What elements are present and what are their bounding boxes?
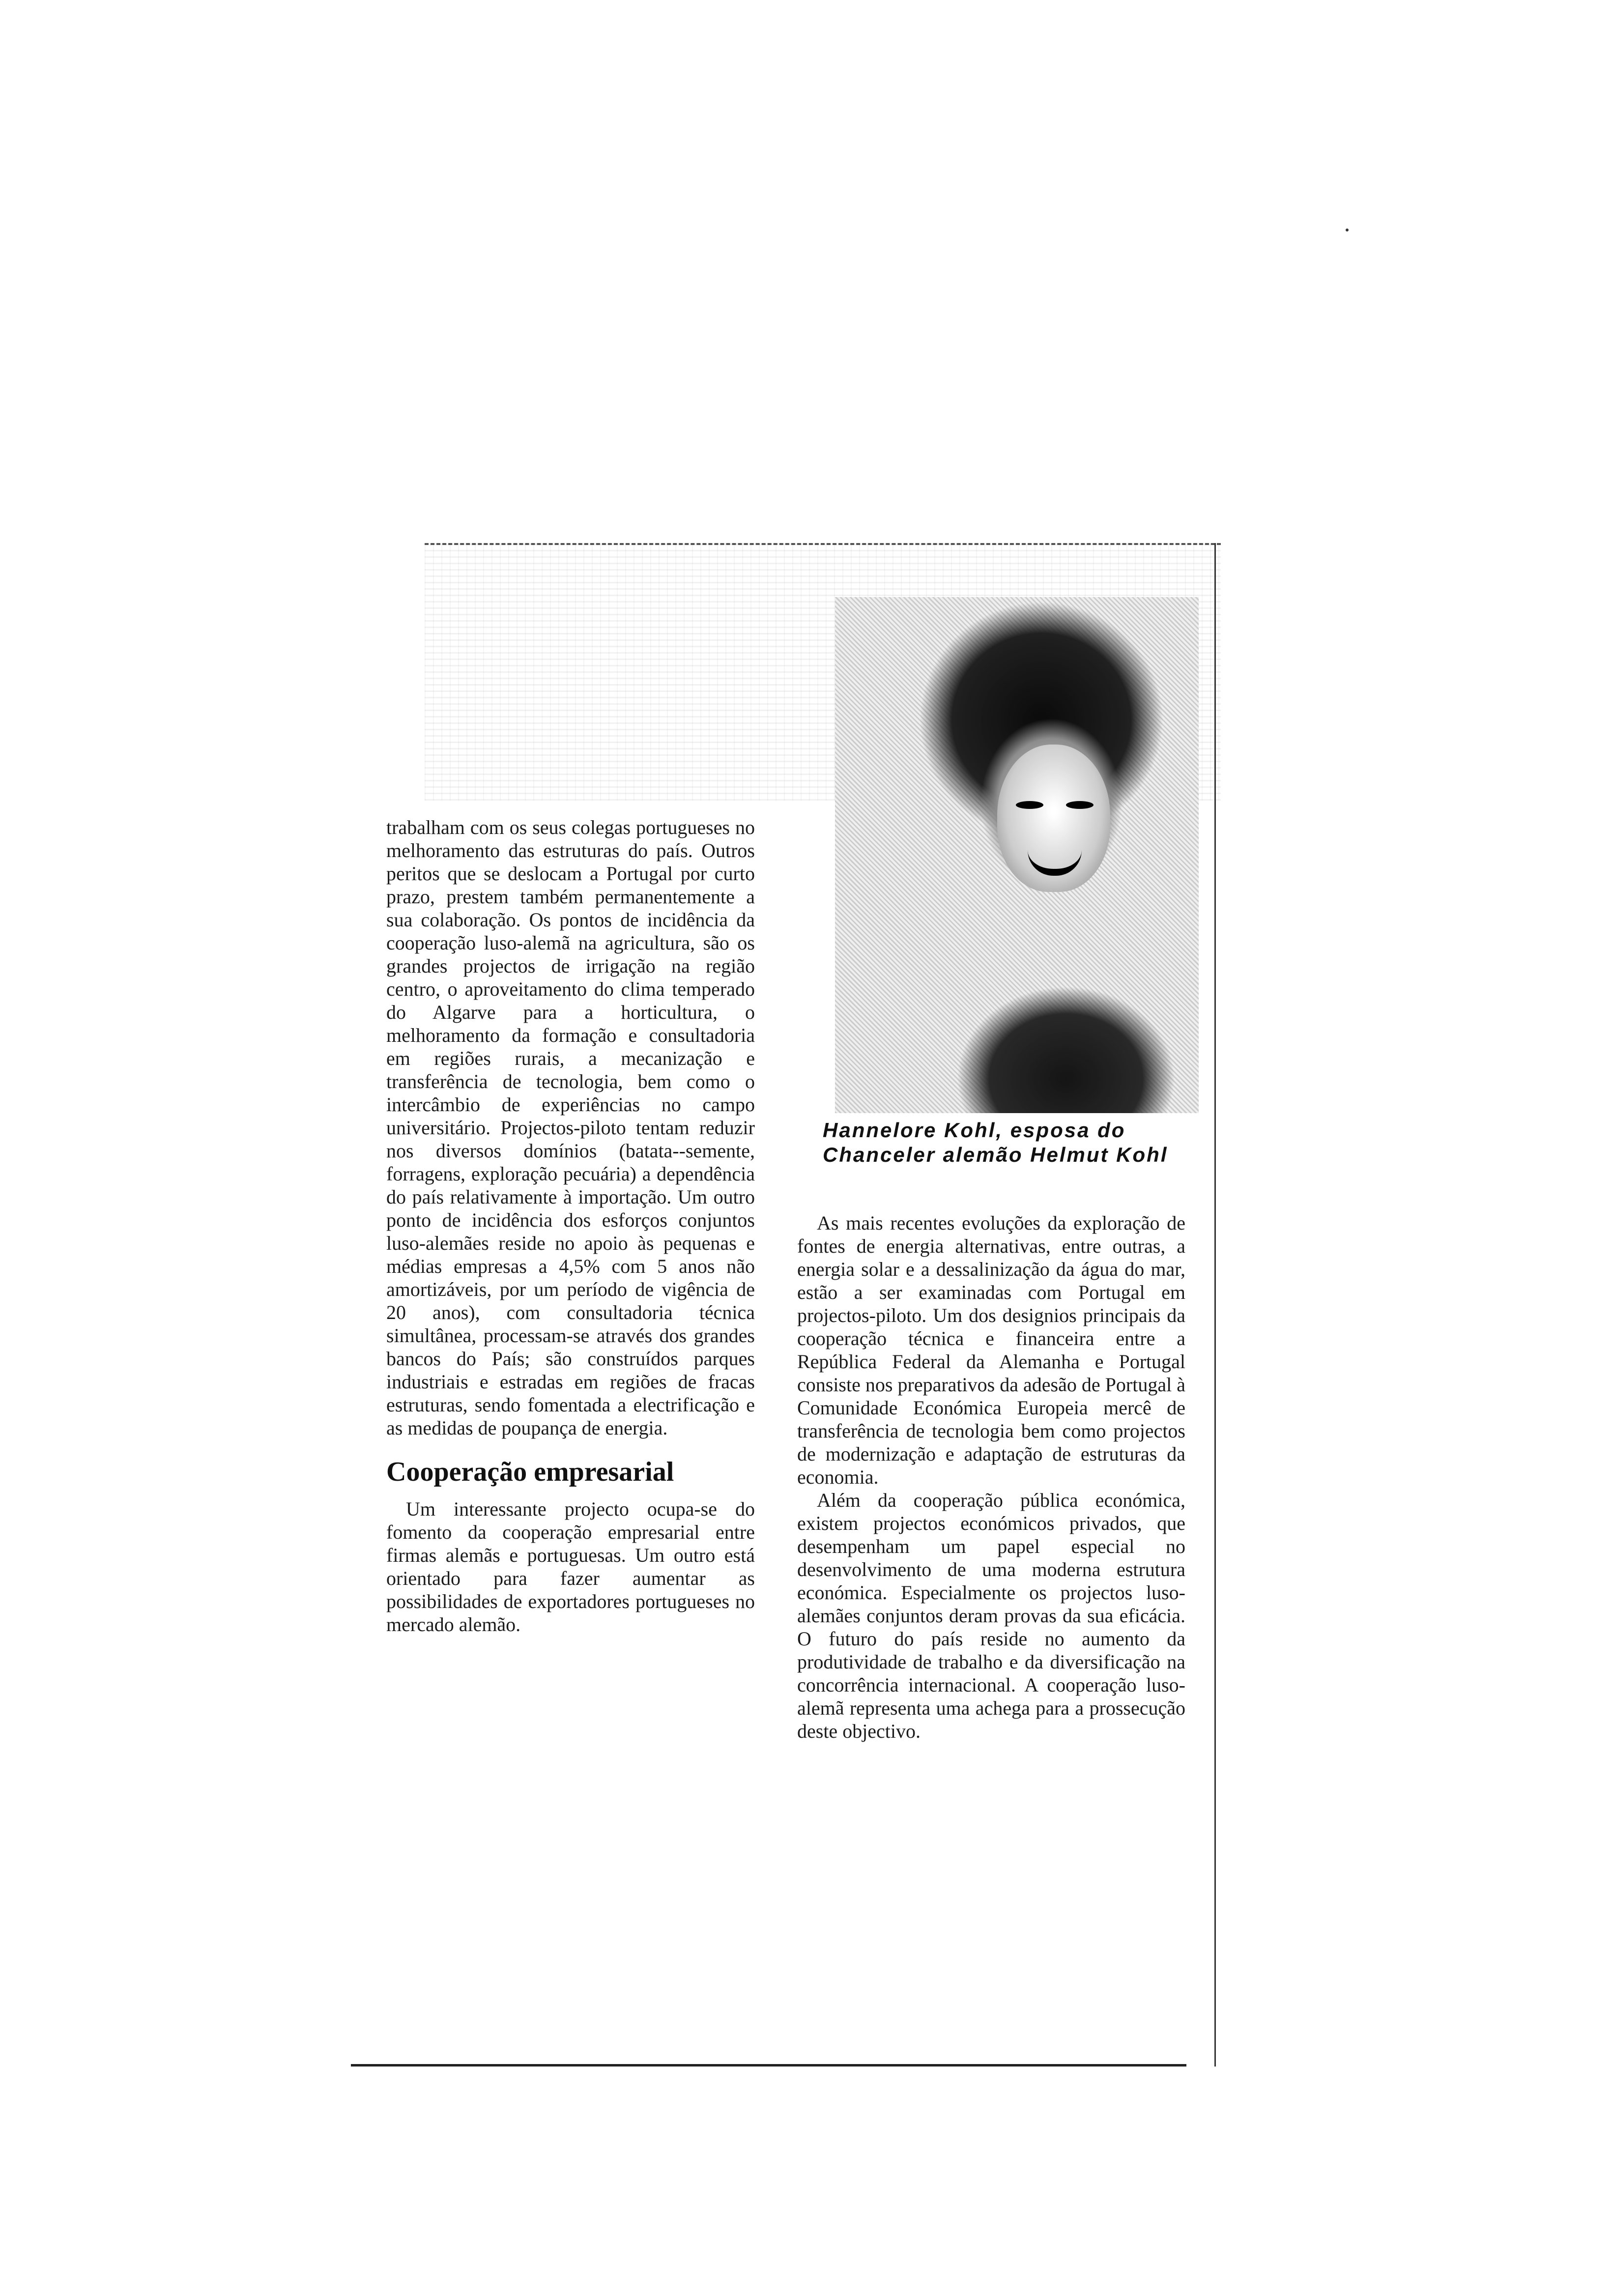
portrait-eye-left [1016,801,1043,809]
left-column [386,816,755,1636]
body-paragraph: Um interessante projecto ocupa-se do fomento da cooperação empresarial entre firmas alemãs e portuguesas. Um outro está orientado para fazer aumentar as possibilidades de exportadores portugueses no mercado alemão. [386,1498,755,1636]
body-paragraph: trabalham com os seus colegas portugueses no melhoramento das estruturas do país. Outros peritos que se deslocam a Portugal por curto prazo, prestem também permanentemente a sua colaboração. Os pontos de incidência da cooperação luso-alemã na agricultura, são os grandes projectos de irrigação na região centro, o aproveitamento do clima temperado do Algarve para a horticultura, o melhoramento da formação e consultadoria em regiões rurais, a mecanização e transferência de tecnologia, bem como o intercâmbio de experiências no campo universitário. Projectos-piloto tentam reduzir nos diversos domínios (batata--semente, forragens, exploração pecuária) a dependência do país relativamente à importação. Um outro ponto de incidência dos esforços conjuntos luso-alemães reside no apoio às pequenas e médias empresas a 4,5% com 5 anos não amortizáveis, por um período de vigência de 20 anos), com consultadoria técnica simultânea, processam-se através dos grandes bancos do País; são construídos parques industriais e estradas em regiões de fracas estruturas, sendo fomentada a electrificação e as medidas de poupança de energia. [386,816,755,1439]
photo-caption: Hannelore Kohl, esposa do Chanceler alemão Helmut Kohl [823,1119,1168,1166]
section-heading: Cooperação empresarial [386,1457,674,1487]
scan-speck [1346,229,1349,231]
portrait-face [997,745,1110,892]
right-column [797,1211,1185,1743]
newspaper-clipping [351,543,1226,2066]
body-paragraph: As mais recentes evoluções da exploração de fontes de energia alternativas, entre outras, a energia solar e a dessalinização da água do mar, estão a ser examinadas com Portugal em projectos-piloto. Um dos designios principais da cooperação técnica e financeira entre a República Federal da Alemanha e Portugal consiste nos preparativos da adesão de Portugal à Comunidade Económica Europeia mercê de transferência de tecnologia bem como projectos de modernização e adaptação de estruturas da economia. [797,1212,1185,1488]
portrait-smile [1028,850,1082,876]
bottom-rule [351,2064,1186,2066]
right-rule [1214,543,1216,2066]
body-paragraph: Além da cooperação pública económica, existem projectos económicos privados, que desempenham um papel especial no desenvolvimento de uma moderna estrutura económica. Especialmente os projectos luso-alemães conjuntos deram provas da sua eficácia. O futuro do país reside no aumento da produtividade de trabalho e da diversificação na concorrência internacional. A cooperação luso-alemã representa uma achega para a prossecução deste objectivo. [797,1489,1185,1742]
portrait-photo [835,597,1199,1113]
portrait-eye-right [1066,801,1094,809]
